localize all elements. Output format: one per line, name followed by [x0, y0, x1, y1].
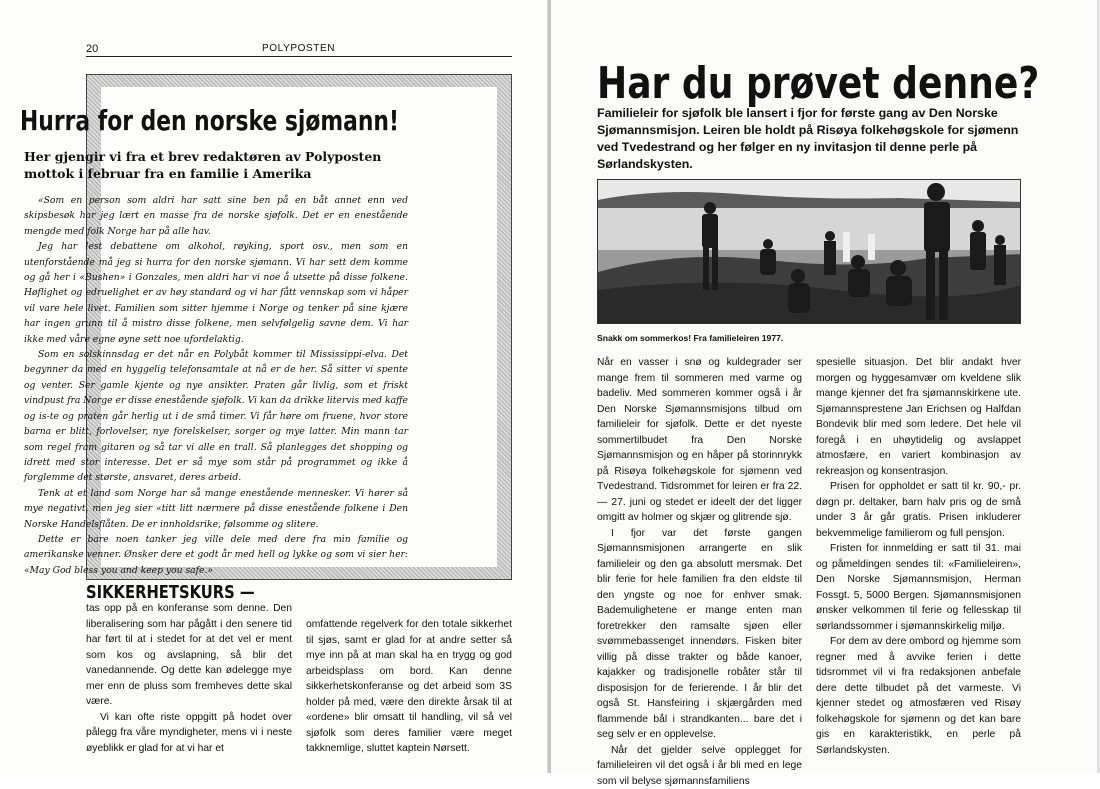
letter-paragraph: Som en solskinnsdag er det når en Polybåt kommer til Mississippi-elva. Det begynner da med en hyggelig telefonsamtale at nå er de her. Så sitter vi spente og venter. Ser gamle kjente og nye ansikter. Praten går livlig, som et friskt vindpust fra Norge er disse enestående sjøfolk. Vi kan da drikke litervis med kaffe og is-te og praten går herlig ut i de små timer. Vi får høre om fruene, hvor store barna er blitt, forlovelser, nye forelskelser, sorger og mye latter. Min mann tar som regel fram gitaren og så tar vi alle en trall. Så planlegges det shopping og idrett med stor interesse. Det er så mye som står på programmet og ikke å forglemme det største, ansvaret, deres arbeid.	[24, 347, 408, 486]
page-number: 20	[86, 43, 98, 55]
article-paragraph: Vi kan ofte riste oppgitt på hodet over pålegg fra våre myndigheter, mens vi i neste øyeblikk er glad for at vi har et	[86, 710, 292, 757]
letter-paragraph: Jeg har lest debattene om alkohol, røyking, sport osv., men som en utenforstående må jeg si hurra for den norske sjømann. Vi har sett dem komme og gå her i «Bushen» i Gonzales, men aldri har vi noe å utsette på disse folkene. Høflighet og edruelighet er av høy standard og vi har fått vennskap som vi håper vil vare hele livet. Familien som sitter hjemme i Norge og tenker på sine kjære har ingen grunn til å mistro disse folkene, men selvfølgelig savne dem. Vi har ikke med våre egne øyne sett noe ufordelaktig.	[24, 239, 408, 347]
letter-body	[24, 193, 408, 578]
running-head: POLYPOSTEN	[262, 43, 335, 54]
article-paragraph: Når det gjelder selve opplegget for familieleiren vil det også i år bli med en lege som vil belyse sjømannsfamiliens	[597, 743, 802, 789]
article-paragraph: Prisen for oppholdet er satt til kr. 90,- pr. døgn pr. deltaker, barn halv pris og de små under 3 år går gratis. Prisen inkluderer bekvemmelige familierom og full pensjon.	[816, 479, 1021, 541]
article-paragraph: tas opp på en konferanse som denne. Den liberalisering som har pågått i den senere tid har ført til at i stedet for at det vel er ment som kos og avslapning, så blir det vanedannende. Og dette kan ødelegge mye mer enn de pluss som fremheves dette skal være.	[86, 601, 292, 710]
article-title: Har du prøvet denne?	[597, 58, 1039, 109]
section-title: SIKKERHETSKURS —	[86, 582, 255, 603]
left-page	[0, 0, 549, 773]
article-paragraph: Når en vasser i snø og kuldegrader ser mange frem til sommeren med varme og badeliv. Med sommeren kommer også i år Den Norske Sjømannsmisjons tilbud om familieleir for sjøfolk. Dette er det nyeste sommertilbudet fra Den Norske Sjømannsmisjon og en håper på storinnrykk på Risøya folkehøgskole for sjømenn ved Tvedestrand. Tidsrommet for leiren er fra 22. — 27. juni og stedet er ideelt der det ligger omgitt av holmer og skjær og glitrende sjø.	[597, 355, 802, 526]
article-paragraph: omfattende regelverk for den totale sikkerhet til sjøs, samt er glad for at andre setter så mye inn på at man skal ha en trygg og god arbeidsplass om bord. Kan denne sikkerhetskonferanse og det arbeid som 3S holder på med, være den direkte årsak til at «ordene» blir omsatt til handling, vil så vel sjøfolk som deres familier være meget takknemlige, sluttet kaptein Nørsett.	[306, 617, 512, 757]
header-rule	[86, 56, 512, 57]
article-column-left	[597, 355, 802, 789]
photo-caption: Snakk om sommerkos! Fra familieleiren 1977.	[597, 333, 783, 343]
letter-title: Hurra for den norske sjømann!	[20, 104, 399, 137]
article-column-right	[816, 355, 1021, 758]
article-column-left	[86, 601, 292, 756]
article-column-right	[306, 617, 512, 757]
article-paragraph: Fristen for innmelding er satt til 31. mai og påmeldingen sendes til: «Familieleiren», Den Norske Sjømannsmisjon, Herman Fossgt. 5, 5000 Bergen. Sjømannsmisjonen ønsker velkommen til ferie og fellesskap til sørlandssommer i sjømannskirkelig miljø.	[816, 541, 1021, 634]
letter-paragraph: Dette er bare noen tanker jeg ville dele med dere fra min familie og amerikanske venner. Ønsker dere et godt år med hell og lykke og som vi sier her: «May God bless you and keep you safe.»	[24, 532, 408, 578]
camp-photo	[597, 179, 1021, 324]
article-paragraph: I fjor var det første gangen Sjømannsmisjonen arrangerte en slik familieleir og den ga absolutt mersmak. Det blir ferie for hele familien fra den eldste til den yngste og noe for enhver smak. Bademulighetene er mange enten man foretrekker den ramsalte sjøen eller svømmebassenget innendørs. Fisken biter villig på disse trakter og både kanoer, kajakker og tradisjonelle robåter står til disposisjon for de ferierende. I år blir det også St. Hansfeiring i skjærgården med flammende bål i strandkanten... bare det i seg selv er en opplevelse.	[597, 526, 802, 743]
letter-intro: Her gjengir vi fra et brev redaktøren av Polyposten mottok i februar fra en familie i Amerika	[24, 148, 404, 182]
letter-paragraph: «Som en person som aldri har satt sine ben på en båt annet enn ved skipsbesøk har jeg lært en masse fra de norske sjøfolk. Det er en enestående mengde med folk Norge har på alle hav.	[24, 193, 408, 239]
article-paragraph: spesielle situasjon. Det blir andakt hver morgen og hyggesamvær om kveldene slik mange kjenner det fra sjømannskirkene ute. Sjømannsprestene Jan Erichsen og Halfdan Bondevik blir med som ledere. Det hele vil foregå i en uhøytidelig og avslappet atmosfære, en variert kombinasjon av rekreasjon og konsentrasjon.	[816, 355, 1021, 479]
article-lead: Familieleir for sjøfolk ble lansert i fjor for første gang av Den Norske Sjømannsmisjon. Leiren ble holdt på Risøya folkehøgskole for sjømenn ved Tvedestrand og her følger en ny invitasjon til denne perle på Sørlandskysten.	[597, 105, 1021, 173]
letter-paragraph: Tenk at et land som Norge har så mange enestående mennesker. Vi hører så mye negativt, men jeg sier «titt litt nærmere på disse enestående folkene i Den Norske Handelsflåten. De er innholdsrike, følsomme og slitere.	[24, 486, 408, 532]
article-paragraph: For dem av dere ombord og hjemme som regner med å avvike ferien i dette tidsrommet vil vi fra redaksjonen anbefale dere dette tilbudet på det varmeste. Vi kjenner stedet og atmosfæren ved Risøy folkehøgskole for sjømenn og det kan bare gis en karakteristikk, en perle på Sørlandskysten.	[816, 634, 1021, 758]
